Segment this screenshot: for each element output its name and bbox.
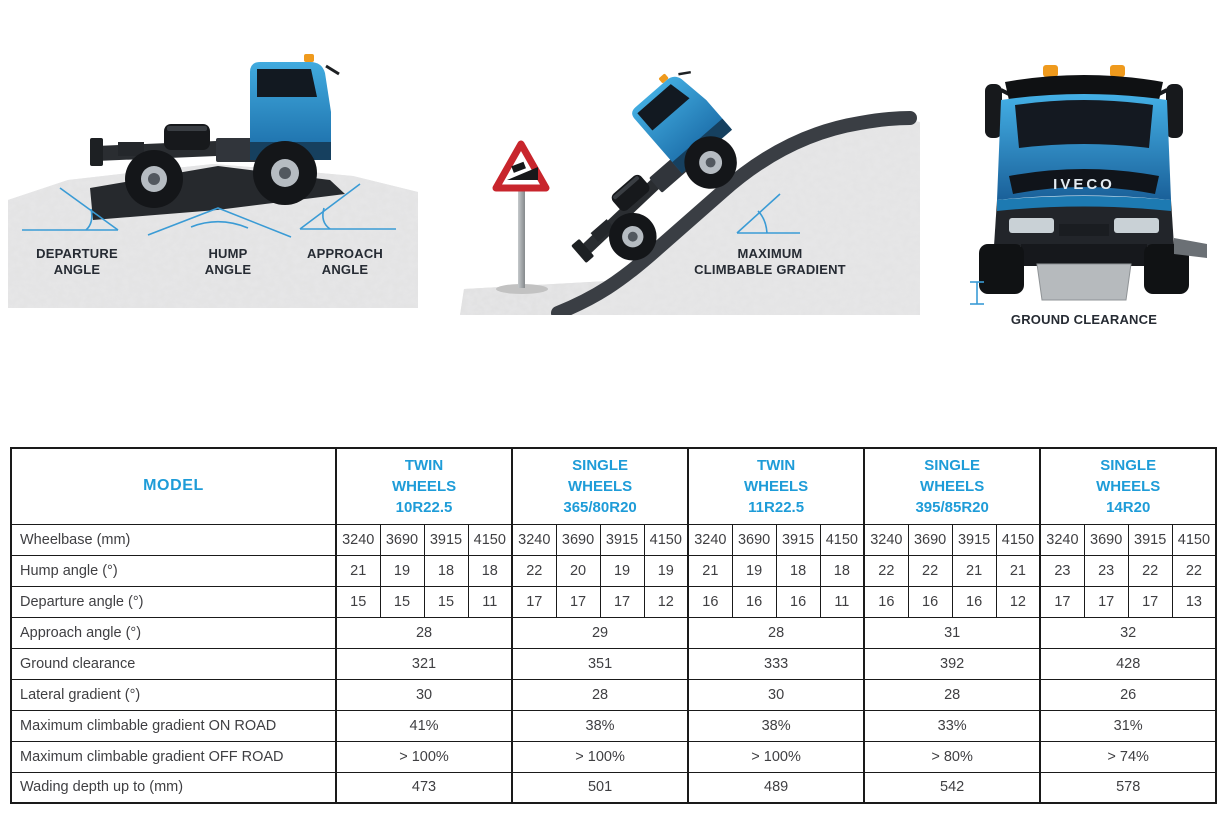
wheel-group-line: 11R22.5 (748, 498, 805, 516)
label-line: MAXIMUM (737, 246, 803, 261)
ground-clearance-label: GROUND CLEARANCE (1010, 312, 1158, 327)
value-cell: 22 (1128, 555, 1172, 586)
column-header-wheel-group (1040, 448, 1216, 524)
value-cell: 15 (336, 586, 380, 617)
wheel-group-line: 14R20 (1106, 498, 1151, 516)
wheel-group-line: WHEELS (391, 477, 457, 495)
label-line: HUMP (208, 246, 248, 261)
left-mirror (985, 84, 1002, 138)
approach-angle-label (290, 246, 400, 278)
value-cell: 16 (864, 586, 908, 617)
value-cell: 41% (336, 710, 512, 741)
value-cell: 16 (688, 586, 732, 617)
value-cell: 18 (776, 555, 820, 586)
value-cell: 19 (732, 555, 776, 586)
spec-table (10, 447, 1217, 804)
clearance-diagram (955, 48, 1213, 338)
column-header-wheel-group (864, 448, 1040, 524)
value-cell: 12 (996, 586, 1040, 617)
value-cell: 3240 (336, 524, 380, 555)
wheel-group-line: WHEELS (1096, 477, 1161, 495)
value-cell: 16 (952, 586, 996, 617)
value-cell: 351 (512, 648, 688, 679)
value-cell: 578 (1040, 772, 1216, 803)
beacon-light (1043, 65, 1058, 77)
value-cell: 3240 (864, 524, 908, 555)
headlight (1114, 218, 1159, 233)
value-cell: 542 (864, 772, 1040, 803)
table-row (11, 555, 1216, 586)
table-row (11, 772, 1216, 803)
value-cell: 29 (512, 617, 688, 648)
value-cell: 16 (908, 586, 952, 617)
value-cell: > 100% (336, 741, 512, 772)
steep-gradient-warning-sign (496, 144, 548, 294)
value-cell: 3690 (908, 524, 952, 555)
skid-plate (1037, 264, 1131, 300)
value-cell: 19 (380, 555, 424, 586)
max-climbable-gradient-label (650, 246, 890, 278)
departure-angle-label (12, 246, 142, 278)
wheel-group-line: WHEELS (567, 477, 633, 495)
value-cell: 3690 (1084, 524, 1128, 555)
value-cell: 18 (468, 555, 512, 586)
value-cell: > 74% (1040, 741, 1216, 772)
value-cell: 32 (1040, 617, 1216, 648)
column-header-model: MODEL (11, 448, 336, 524)
value-cell: > 100% (512, 741, 688, 772)
value-cell: > 80% (864, 741, 1040, 772)
value-cell: 21 (996, 555, 1040, 586)
value-cell: 4150 (1172, 524, 1216, 555)
value-cell: 19 (600, 555, 644, 586)
label-line: ANGLE (321, 262, 369, 277)
value-cell: 19 (644, 555, 688, 586)
gradient-diagram (460, 0, 920, 315)
table-row (11, 524, 1216, 555)
row-label: Maximum climbable gradient ON ROAD (11, 710, 336, 741)
value-cell: 11 (468, 586, 512, 617)
value-cell: 3690 (556, 524, 600, 555)
row-label: Maximum climbable gradient OFF ROAD (11, 741, 336, 772)
value-cell: 321 (336, 648, 512, 679)
value-cell: 3240 (688, 524, 732, 555)
value-cell: 22 (512, 555, 556, 586)
value-cell: 489 (688, 772, 864, 803)
table-row (11, 741, 1216, 772)
label-line: ANGLE (53, 262, 101, 277)
value-cell: 12 (644, 586, 688, 617)
value-cell: 3915 (424, 524, 468, 555)
label-line: DEPARTURE (36, 246, 118, 261)
label-line: APPROACH (307, 246, 383, 261)
value-cell: 3690 (380, 524, 424, 555)
value-cell: 3915 (952, 524, 996, 555)
right-mirror (1166, 84, 1183, 138)
value-cell: 18 (820, 555, 864, 586)
value-cell: 17 (1084, 586, 1128, 617)
value-cell: 4150 (644, 524, 688, 555)
value-cell: 18 (424, 555, 468, 586)
angle-diagram (8, 40, 418, 310)
value-cell: 30 (688, 679, 864, 710)
value-cell: 17 (1040, 586, 1084, 617)
value-cell: 4150 (996, 524, 1040, 555)
value-cell: 21 (336, 555, 380, 586)
value-cell: 16 (776, 586, 820, 617)
value-cell: 13 (1172, 586, 1216, 617)
value-cell: 38% (688, 710, 864, 741)
table-row (11, 586, 1216, 617)
table-row (11, 617, 1216, 648)
row-label: Departure angle (°) (11, 586, 336, 617)
value-cell: 4150 (468, 524, 512, 555)
row-label: Ground clearance (11, 648, 336, 679)
value-cell: 28 (864, 679, 1040, 710)
row-label: Wheelbase (mm) (11, 524, 336, 555)
truck-front-view (955, 48, 1213, 310)
label-line: CLIMBABLE GRADIENT (694, 262, 846, 277)
value-cell: 22 (908, 555, 952, 586)
value-cell: 17 (600, 586, 644, 617)
value-cell: 22 (1172, 555, 1216, 586)
value-cell: 3690 (732, 524, 776, 555)
table-row (11, 648, 1216, 679)
iveco-logo: IVECO (1053, 176, 1115, 193)
value-cell: 3915 (600, 524, 644, 555)
value-cell: 23 (1040, 555, 1084, 586)
wheel-group-line: SINGLE (924, 456, 981, 474)
value-cell: 501 (512, 772, 688, 803)
value-cell: 3915 (1128, 524, 1172, 555)
wheel-group-line: SINGLE (1100, 456, 1157, 474)
value-cell: 17 (556, 586, 600, 617)
value-cell: 4150 (820, 524, 864, 555)
table-row (11, 710, 1216, 741)
windshield (1015, 100, 1153, 148)
wheel-group-line: 10R22.5 (395, 498, 453, 516)
value-cell: 38% (512, 710, 688, 741)
value-cell: 22 (864, 555, 908, 586)
value-cell: 11 (820, 586, 864, 617)
wheel-group-line: TWIN (756, 456, 796, 474)
value-cell: 3240 (512, 524, 556, 555)
value-cell: 21 (952, 555, 996, 586)
value-cell: 28 (336, 617, 512, 648)
value-cell: 31 (864, 617, 1040, 648)
value-cell: 31% (1040, 710, 1216, 741)
value-cell: 23 (1084, 555, 1128, 586)
row-label: Approach angle (°) (11, 617, 336, 648)
headlight (1009, 218, 1054, 233)
value-cell: 15 (424, 586, 468, 617)
value-cell: 3915 (776, 524, 820, 555)
value-cell: 28 (512, 679, 688, 710)
row-label: Hump angle (°) (11, 555, 336, 586)
wheel-group-line: SINGLE (572, 456, 628, 474)
value-cell: 473 (336, 772, 512, 803)
value-cell: > 100% (688, 741, 864, 772)
value-cell: 428 (1040, 648, 1216, 679)
value-cell: 26 (1040, 679, 1216, 710)
wheel-group-line: WHEELS (920, 477, 985, 495)
value-cell: 30 (336, 679, 512, 710)
value-cell: 33% (864, 710, 1040, 741)
value-cell: 392 (864, 648, 1040, 679)
row-label: Wading depth up to (mm) (11, 772, 336, 803)
column-header-wheel-group (688, 448, 864, 524)
value-cell: 17 (512, 586, 556, 617)
wheel-group-line: 395/85R20 (915, 498, 989, 516)
value-cell: 20 (556, 555, 600, 586)
row-label: Lateral gradient (°) (11, 679, 336, 710)
column-header-wheel-group (336, 448, 512, 524)
hump-angle-label (183, 246, 273, 278)
value-cell: 28 (688, 617, 864, 648)
label-line: ANGLE (204, 262, 252, 277)
value-cell: 3240 (1040, 524, 1084, 555)
value-cell: 16 (732, 586, 776, 617)
left-wheel (979, 244, 1024, 294)
value-cell: 17 (1128, 586, 1172, 617)
wheel-group-line: WHEELS (744, 477, 809, 495)
wheel-group-line: TWIN (404, 456, 444, 474)
value-cell: 333 (688, 648, 864, 679)
value-cell: 15 (380, 586, 424, 617)
wheel-group-line: 365/80R20 (563, 498, 637, 516)
table-row (11, 679, 1216, 710)
value-cell: 21 (688, 555, 732, 586)
beacon-light (1110, 65, 1125, 77)
column-header-wheel-group (512, 448, 688, 524)
